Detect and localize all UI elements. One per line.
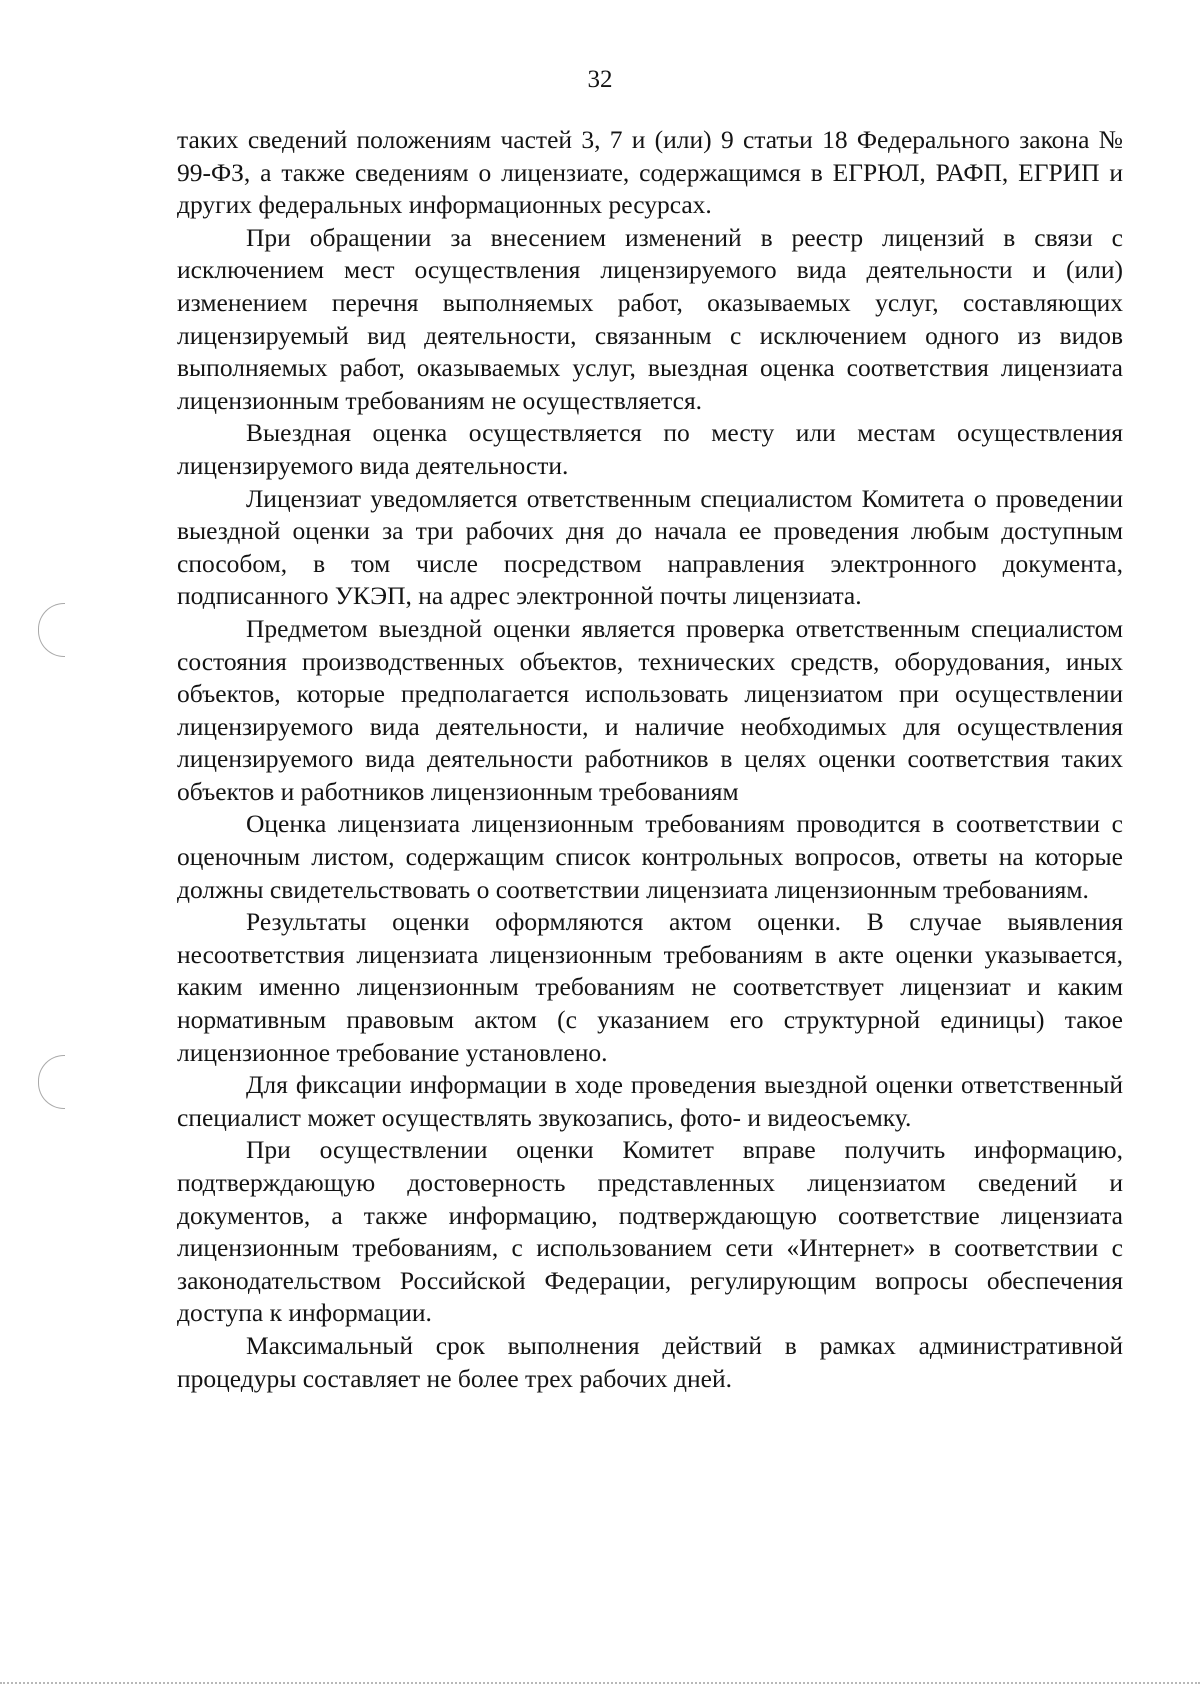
- paragraph: Результаты оценки оформляются актом оценки. В случае выявления несоответствия лицензиата лицензионным требованиям в акте оценки указывается, каким именно лицензионным требованиям не соответствует лицензиат и каким нормативным правовым актом (с указанием его структурной единицы) такое лицензионное требование установлено.: [177, 907, 1123, 1067]
- document-body: [177, 124, 1123, 1395]
- binder-hole-mark: [38, 1055, 65, 1109]
- paragraph-continuation: таких сведений положениям частей 3, 7 и (или) 9 статьи 18 Федерального закона № 99-ФЗ, а также сведениям о лицензиате, содержащимся в ЕГРЮЛ, РАФП, ЕГРИП и других федеральных информационных ресурсах.: [177, 125, 1123, 220]
- paragraph: При осуществлении оценки Комитет вправе получить информацию, подтверждающую достоверность представленных лицензиатом сведений и документов, а также информацию, подтверждающую соответствие лицензиата лицензионным требованиям, с использованием сети «Интернет» в соответствии с законодательством Российской Федерации, регулирующим вопросы обеспечения доступа к информации.: [177, 1135, 1123, 1328]
- page-number: 32: [587, 66, 613, 93]
- paragraph: Лицензиат уведомляется ответственным специалистом Комитета о проведении выездной оценки за три рабочих дня до начала ее проведения любым доступным способом, в том числе посредством направления электронного документа, подписанного УКЭП, на адрес электронной почты лицензиата.: [177, 483, 1123, 611]
- paragraph: При обращении за внесением изменений в реестр лицензий в связи с исключением мест осуществления лицензируемого вида деятельности и (или) изменением перечня выполняемых работ, оказываемых услуг, составляющих лицензируемый вид деятельности, связанным с исключением одного из видов выполняемых работ, оказываемых услуг, выездная оценка соответствия лицензиата лицензионным требованиям не осуществляется.: [177, 222, 1123, 415]
- scan-bottom-edge: [0, 1682, 1200, 1684]
- paragraph: Выездная оценка осуществляется по месту или местам осуществления лицензируемого вида деятельности.: [177, 418, 1123, 480]
- paragraph: Предметом выездной оценки является проверка ответственным специалистом состояния производственных объектов, технических средств, оборудования, иных объектов, которые предполагается использовать лицензиатом при осуществлении лицензируемого вида деятельности, и наличие необходимых для осуществления лицензируемого вида деятельности работников в целях оценки соответствия таких объектов и работников лицензионным требованиям: [177, 613, 1123, 806]
- paragraph: Максимальный срок выполнения действий в рамках административной процедуры составляет не более трех рабочих дней.: [177, 1330, 1123, 1393]
- binder-hole-mark: [38, 603, 65, 657]
- paragraph: Оценка лицензиата лицензионным требованиям проводится в соответствии с оценочным листом, содержащим список контрольных вопросов, ответы на которые должны свидетельствовать о соответствии лицензиата лицензионным требованиям.: [177, 809, 1123, 904]
- paragraph: Для фиксации информации в ходе проведения выездной оценки ответственный специалист может осуществлять звукозапись, фото- и видеосъемку.: [177, 1070, 1123, 1132]
